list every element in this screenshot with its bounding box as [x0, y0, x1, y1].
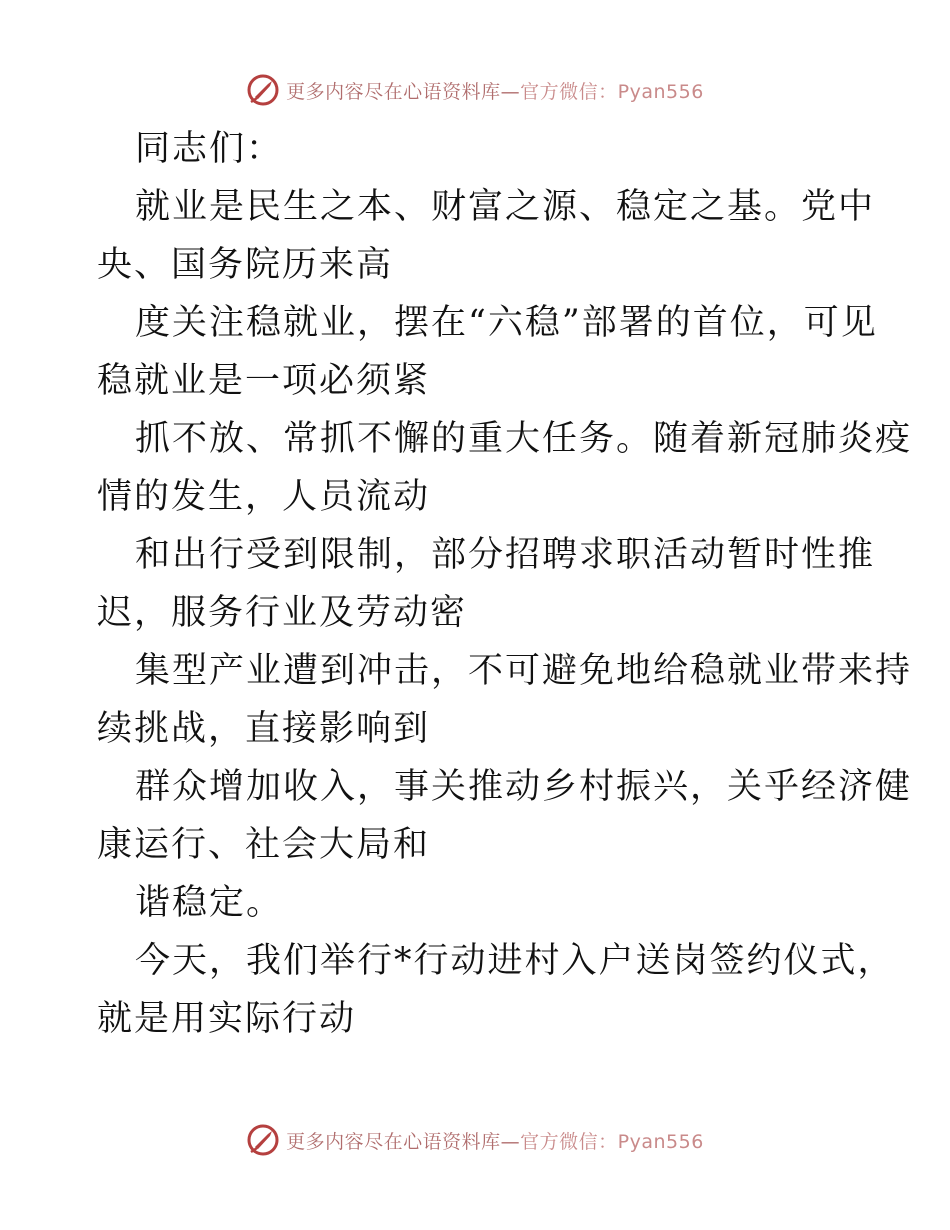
- pen-logo-icon: [246, 73, 280, 107]
- paragraph-line: 就业是民生之本、财富之源、稳定之基。党中: [135, 187, 876, 227]
- paragraph-line: 和出行受到限制，部分招聘求职活动暂时性推: [135, 535, 876, 575]
- header-wechat: 官方微信：Pyan556: [520, 80, 704, 103]
- paragraph-line: 群众增加收入，事关推动乡村振兴，关乎经济健: [135, 767, 913, 807]
- footer-banner: [0, 1120, 950, 1160]
- header-banner-text: [286, 77, 704, 104]
- document-body: [97, 120, 913, 1048]
- pen-logo-icon: [246, 1123, 280, 1157]
- header-banner: [0, 70, 950, 110]
- paragraph-line: 今天，我们举行*行动进村入户送岗签约仪式，: [135, 941, 895, 981]
- paragraph-line: 续挑战，直接影响到: [97, 709, 431, 749]
- paragraph-line: 情的发生，人员流动: [97, 477, 431, 517]
- footer-prefix: 更多内容尽在心语资料库—: [286, 1130, 521, 1153]
- paragraph-line: 迟，服务行业及劳动密: [97, 593, 468, 633]
- paragraph-line: 度关注稳就业，摆在“六稳”部署的首位，可见: [135, 303, 878, 343]
- paragraph-line: 康运行、社会大局和: [97, 825, 431, 865]
- paragraph-line: 就是用实际行动: [97, 999, 357, 1039]
- paragraph-line: 同志们：: [135, 129, 284, 169]
- header-prefix: 更多内容尽在心语资料库—: [286, 80, 521, 103]
- paragraph-line: 集型产业遭到冲击，不可避免地给稳就业带来持: [135, 651, 913, 691]
- footer-wechat: 官方微信：Pyan556: [520, 1130, 704, 1153]
- paragraph-line: 稳就业是一项必须紧: [97, 361, 431, 401]
- paragraph-line: 央、国务院历来高: [97, 245, 394, 285]
- paragraph-line: 抓不放、常抓不懈的重大任务。随着新冠肺炎疫: [135, 419, 913, 459]
- paragraph-line: 谐稳定。: [135, 883, 284, 923]
- footer-banner-text: [286, 1127, 704, 1154]
